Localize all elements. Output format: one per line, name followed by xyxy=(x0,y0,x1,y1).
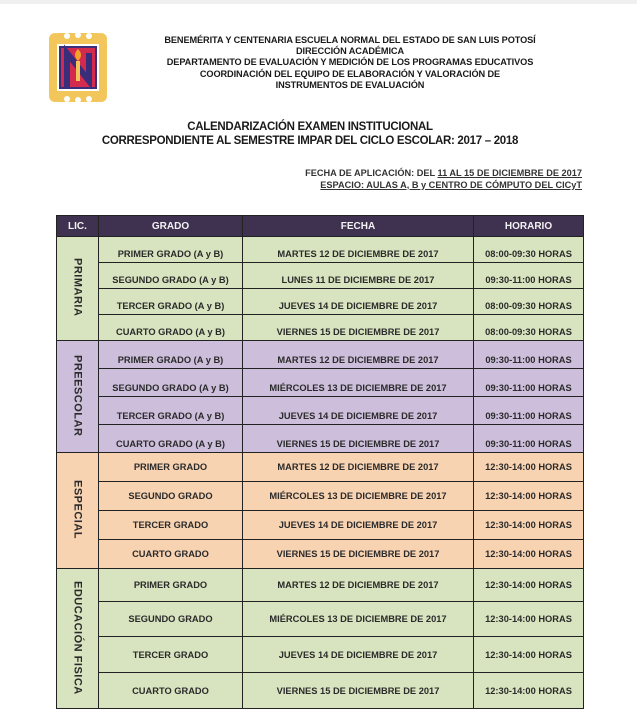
horario-cell: 09:30-11:00 HORAS xyxy=(474,369,584,397)
header-line: BENEMÉRITA Y CENTENARIA ESCUELA NORMAL DEL ESTADO DE SAN LUIS POTOSÍ xyxy=(164,35,536,45)
horario-cell: 08:00-09:30 HORAS xyxy=(474,315,584,341)
table-row xyxy=(57,315,584,341)
fecha-cell: MIÉRCOLES 13 DE DICIEMBRE DE 2017 xyxy=(243,369,474,397)
grado-cell: TERCER GRADO xyxy=(99,511,243,540)
header-line: DEPARTAMENTO DE EVALUACIÓN Y MEDICIÓN DE LOS PROGRAMAS EDUCATIVOS xyxy=(166,57,534,68)
title-line-2: CORRESPONDIENTE AL SEMESTRE IMPAR DEL CICLO ESCOLAR: 2017 – 2018 xyxy=(101,134,519,147)
grado-cell: CUARTO GRADO (A y B) xyxy=(99,425,243,453)
horario-cell: 12:30-14:00 HORAS xyxy=(474,637,584,673)
horario-cell: 09:30-11:00 HORAS xyxy=(474,263,584,289)
horario-cell: 12:30-14:00 HORAS xyxy=(474,673,584,709)
header-line: INSTRUMENTOS DE EVALUACIÓN xyxy=(275,79,425,90)
horario-cell: 08:00-09:30 HORAS xyxy=(474,237,584,263)
institution-header xyxy=(110,35,590,91)
grado-cell: CUARTO GRADO (A y B) xyxy=(99,315,243,341)
table-row xyxy=(57,263,584,289)
grado-cell: SEGUNDO GRADO xyxy=(99,482,243,511)
header-line: DIRECCIÓN ACADÉMICA xyxy=(295,46,404,57)
fecha-cell: MARTES 12 DE DICIEMBRE DE 2017 xyxy=(243,569,474,602)
horario-cell: 12:30-14:00 HORAS xyxy=(474,453,584,482)
fecha-cell: JUEVES 14 DE DICIEMBRE DE 2017 xyxy=(243,511,474,540)
fecha-cell: VIERNES 15 DE DICIEMBRE DE 2017 xyxy=(243,315,474,341)
table-row xyxy=(57,453,584,482)
table-row xyxy=(57,369,584,397)
horario-cell: 09:30-11:00 HORAS xyxy=(474,425,584,453)
column-header-grado: GRADO xyxy=(99,216,243,237)
fecha-cell: MARTES 12 DE DICIEMBRE DE 2017 xyxy=(243,341,474,369)
fecha-cell: VIERNES 15 DE DICIEMBRE DE 2017 xyxy=(243,425,474,453)
lic-cell xyxy=(57,237,99,341)
horario-cell: 08:00-09:30 HORAS xyxy=(474,289,584,315)
horario-cell: 12:30-14:00 HORAS xyxy=(474,569,584,602)
fecha-cell: JUEVES 14 DE DICIEMBRE DE 2017 xyxy=(243,397,474,425)
lic-cell xyxy=(57,569,99,709)
fecha-cell: LUNES 11 DE DICIEMBRE DE 2017 xyxy=(243,263,474,289)
lic-label: PREESCOLAR xyxy=(71,354,84,437)
header-line: COORDINACIÓN DEL EQUIPO DE ELABORACIÓN Y VALORACIÓN DE xyxy=(199,68,501,79)
application-info xyxy=(305,168,582,191)
grado-cell: SEGUNDO GRADO (A y B) xyxy=(99,369,243,397)
fecha-label: FECHA DE APLICACIÓN: DEL xyxy=(305,168,438,178)
fecha-cell: MIÉRCOLES 13 DE DICIEMBRE DE 2017 xyxy=(243,482,474,511)
horario-cell: 09:30-11:00 HORAS xyxy=(474,397,584,425)
table-row xyxy=(57,482,584,511)
fecha-value: 11 AL 15 DE DICIEMBRE DE 2017 xyxy=(437,168,582,178)
fecha-cell: VIERNES 15 DE DICIEMBRE DE 2017 xyxy=(243,673,474,709)
fecha-cell: MIÉRCOLES 13 DE DICIEMBRE DE 2017 xyxy=(243,602,474,637)
column-header-horario: HORARIO xyxy=(474,216,584,237)
grado-cell: SEGUNDO GRADO xyxy=(99,602,243,637)
grado-cell: PRIMER GRADO xyxy=(99,569,243,602)
school-crest-torch-icon xyxy=(47,31,109,104)
grado-cell: CUARTO GRADO xyxy=(99,540,243,569)
grado-cell: CUARTO GRADO xyxy=(99,673,243,709)
horario-cell: 09:30-11:00 HORAS xyxy=(474,341,584,369)
table-row xyxy=(57,289,584,315)
table-row xyxy=(57,637,584,673)
table-row xyxy=(57,425,584,453)
column-header-fecha: FECHA xyxy=(243,216,474,237)
fecha-cell: MARTES 12 DE DICIEMBRE DE 2017 xyxy=(243,453,474,482)
table-row xyxy=(57,540,584,569)
table-row xyxy=(57,602,584,637)
grado-cell: SEGUNDO GRADO (A y B) xyxy=(99,263,243,289)
table-header-row xyxy=(57,216,584,237)
table-row xyxy=(57,397,584,425)
document-title xyxy=(60,121,560,148)
horario-cell: 12:30-14:00 HORAS xyxy=(474,602,584,637)
lic-cell xyxy=(57,453,99,569)
fecha-cell: VIERNES 15 DE DICIEMBRE DE 2017 xyxy=(243,540,474,569)
fecha-cell: JUEVES 14 DE DICIEMBRE DE 2017 xyxy=(243,289,474,315)
horario-cell: 12:30-14:00 HORAS xyxy=(474,482,584,511)
grado-cell: TERCER GRADO (A y B) xyxy=(99,397,243,425)
horario-cell: 12:30-14:00 HORAS xyxy=(474,540,584,569)
grado-cell: TERCER GRADO (A y B) xyxy=(99,289,243,315)
table-row xyxy=(57,341,584,369)
fecha-cell: JUEVES 14 DE DICIEMBRE DE 2017 xyxy=(243,637,474,673)
horario-cell: 12:30-14:00 HORAS xyxy=(474,511,584,540)
table-row xyxy=(57,237,584,263)
lic-label: ESPECIAL xyxy=(71,479,84,539)
top-bar xyxy=(0,0,637,4)
espacio-info: ESPACIO: AULAS A, B y CENTRO DE CÓMPUTO DEL CICyT xyxy=(320,179,582,190)
lic-label: EDUCACIÓN FISICA xyxy=(71,580,84,695)
grado-cell: PRIMER GRADO (A y B) xyxy=(99,341,243,369)
lic-label: PRIMARIA xyxy=(71,258,84,317)
grado-cell: PRIMER GRADO xyxy=(99,453,243,482)
schedule-table xyxy=(56,215,584,709)
grado-cell: PRIMER GRADO (A y B) xyxy=(99,237,243,263)
lic-cell xyxy=(57,341,99,453)
table-row xyxy=(57,673,584,709)
title-line-1: CALENDARIZACIÓN EXAMEN INSTITUCIONAL xyxy=(187,121,433,133)
grado-cell: TERCER GRADO xyxy=(99,637,243,673)
table-row xyxy=(57,569,584,602)
column-header-lic: LIC. xyxy=(57,216,99,237)
fecha-cell: MARTES 12 DE DICIEMBRE DE 2017 xyxy=(243,237,474,263)
table-row xyxy=(57,511,584,540)
